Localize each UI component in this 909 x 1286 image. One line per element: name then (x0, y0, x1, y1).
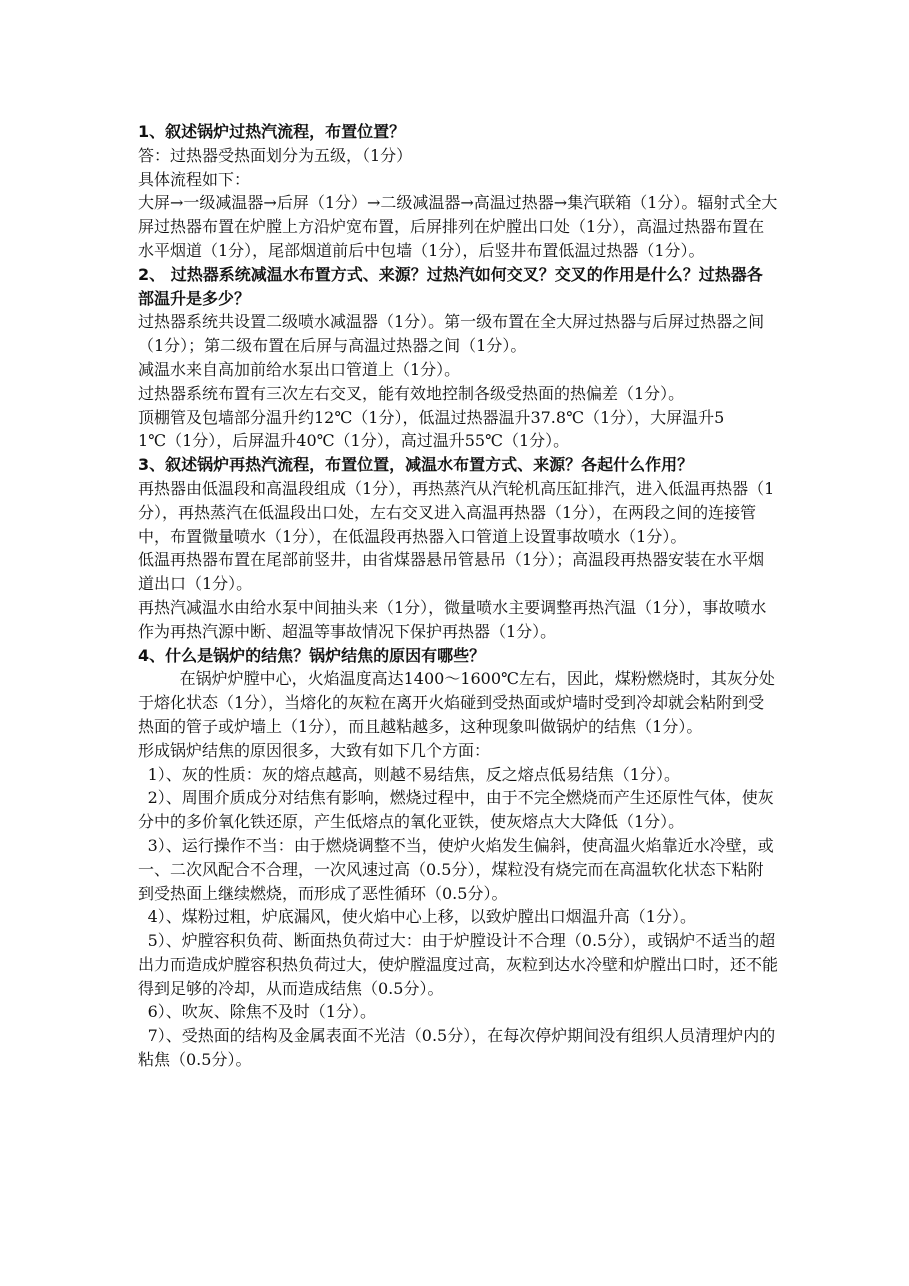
question-1-line: 具体流程如下： (138, 169, 251, 189)
question-2-line: 过热器系统布置有三次左右交叉，能有效地控制各级受热面的热偏差（1分）。 (138, 383, 685, 403)
question-3-line: 再热器由低温段和高温段组成（1分），再热蒸汽从汽轮机高压缸排汽，进入低温再热器（1分），再热蒸汽在低温段出口处，左右交叉进入高温再热器（1分），在两段之间的连接管中，布置微量喷水（1分），在低温段再热器入口管道上设置事故喷水（1分）。 (138, 478, 775, 546)
question-4-lead: 形成锅炉结焦的原因很多，大致有如下几个方面： (138, 740, 491, 760)
question-4-title: 4、什么是锅炉的结焦？锅炉结焦的原因有哪些？ (138, 645, 486, 665)
question-2-line: 过热器系统共设置二级喷水减温器（1分）。第一级布置在全大屏过热器与后屏过热器之间（1分）；第二级布置在后屏与高温过热器之间（1分）。 (138, 312, 765, 356)
question-2-title: 2、 过热器系统减温水布置方式、来源？过热汽如何交叉？交叉的作用是什么？过热器各部温升是多少？ (138, 264, 763, 308)
question-4-intro: 在锅炉炉膛中心，火焰温度高达1400～1600℃左右，因此，煤粉燃烧时，其灰分处于熔化状态（1分），当熔化的灰粒在离开火焰碰到受热面或炉墙时受到冷却就会粘附到受热面的管子或炉墙上（1分），而且越粘越多，这种现象叫做锅炉的结焦（1分）。 (138, 669, 775, 736)
document-body (138, 120, 778, 1072)
question-2-line: 顶棚管及包墙部分温升约12℃（1分），低温过热器温升37.8℃（1分），大屏温升51℃（1分），后屏温升40℃（1分），高过温升55℃（1分）。 (138, 407, 725, 451)
question-2-line: 减温水来自高加前给水泵出口管道上（1分）。 (138, 359, 461, 379)
question-1-title: 1、叙述锅炉过热汽流程，布置位置？ (138, 122, 406, 141)
cause-item: 6）、吹灰、除焦不及时（1分）。 (147, 1002, 376, 1022)
cause-item: 3）、运行操作不当：由于燃烧调整不当，使炉火焰发生偏斜，使高温火焰靠近水冷壁，或一、二次风配合不合理，一次风速过高（0.5分），煤粒没有烧完而在高温软化状态下粘附到受热面上继续燃烧，而形成了恶性循环（0.5分）。 (138, 835, 774, 903)
cause-item: 1）、灰的性质：灰的熔点越高，则越不易结焦，反之熔点低易结焦（1分）。 (147, 764, 680, 784)
question-1-line: 答：过热器受热面划分为五级，（1分） (138, 145, 413, 165)
cause-item: 4）、煤粉过粗，炉底漏风，使火焰中心上移，以致炉膛出口烟温升高（1分）。 (147, 907, 696, 927)
question-3-title: 3、叙述锅炉再热汽流程，布置位置，减温水布置方式、来源？各起什么作用？ (138, 455, 694, 475)
cause-item: 5）、炉膛容积负荷、断面热负荷过大：由于炉膛设计不合理（0.5分），或锅炉不适当的超出力而造成炉膛容积热负荷过大，使炉膛温度过高，灰粒到达水冷壁和炉膛出口时，还不能得到足够的冷却，从而造成结焦（0.5分）。 (138, 931, 779, 998)
cause-item: 2）、周围介质成分对结焦有影响，燃烧过程中，由于不完全燃烧而产生还原性气体，使灰分中的多价氧化铁还原，产生低熔点的氧化亚铁，使灰熔点大大降低（1分）。 (138, 788, 774, 832)
question-1-line: 大屏→一级减温器→后屏（1分）→二级减温器→高温过热器→集汽联箱（1分）。辐射式全大屏过热器布置在炉膛上方沿炉宽布置，后屏排列在炉膛出口处（1分），高温过热器布置在水平烟道（1分），尾部烟道前后中包墙（1分），后竖井布置低温过热器（1分）。 (138, 193, 778, 260)
question-3-line: 低温再热器布置在尾部前竖井，由省煤器悬吊管悬吊（1分）；高温段再热器安装在水平烟道出口（1分）。 (138, 550, 765, 594)
question-3-line: 再热汽减温水由给水泵中间抽头来（1分），微量喷水主要调整再热汽温（1分），事故喷水作为再热汽源中断、超温等事故情况下保护再热器（1分）。 (138, 597, 767, 641)
cause-item: 7）、受热面的结构及金属表面不光洁（0.5分），在每次停炉期间没有组织人员清理炉内的粘焦（0.5分）。 (138, 1026, 776, 1070)
